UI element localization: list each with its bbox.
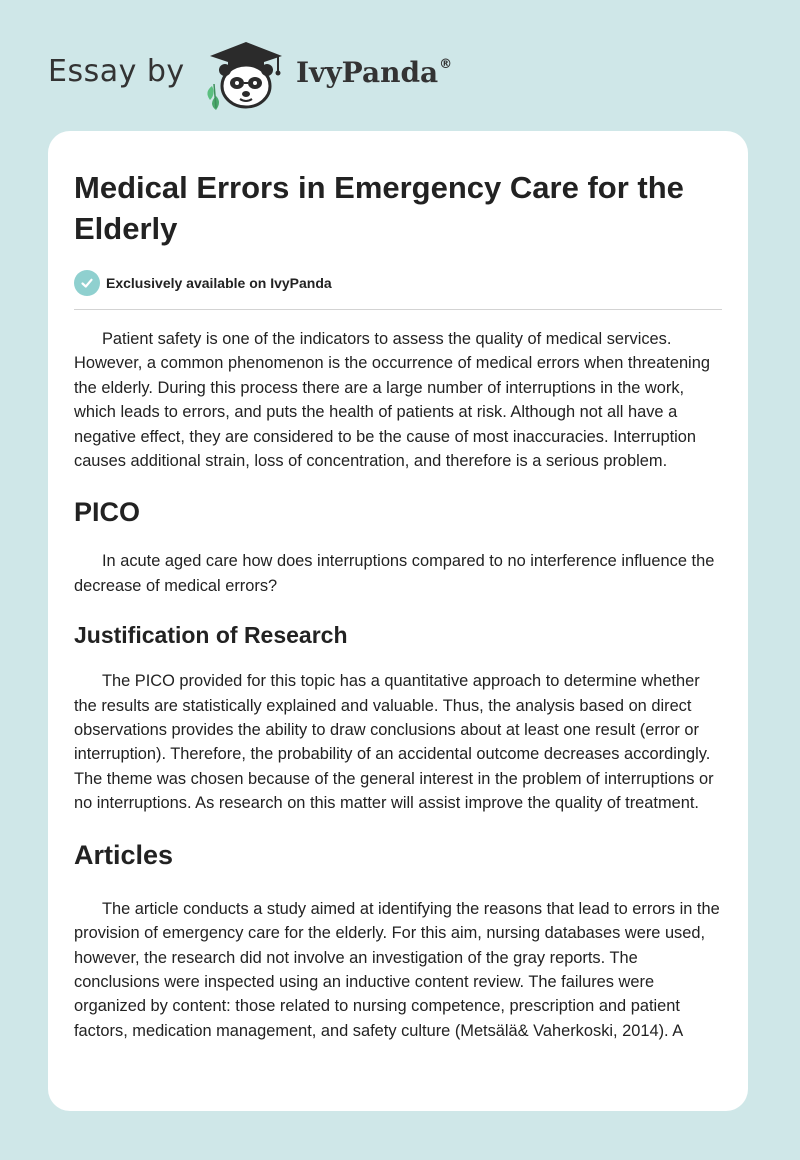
brand-name-text: IvyPanda xyxy=(296,56,439,89)
section-heading-justification: Justification of Research xyxy=(74,622,348,649)
exclusive-badge xyxy=(74,269,724,297)
ivypanda-logo-icon[interactable] xyxy=(200,36,292,110)
site-header xyxy=(48,34,548,110)
title-divider xyxy=(74,309,722,310)
essay-by-label: Essay by xyxy=(48,54,185,89)
section-heading-articles: Articles xyxy=(74,839,174,870)
essay-card xyxy=(48,131,748,1111)
exclusive-badge-text: Exclusively available on IvyPanda xyxy=(106,275,332,291)
essay-content xyxy=(74,131,724,1043)
section-heading-pico: PICO xyxy=(74,497,141,528)
essay-title: Medical Errors in Emergency Care for the Elderly xyxy=(74,170,684,246)
trademark-symbol: ® xyxy=(439,57,453,72)
pico-paragraph: In acute aged care how does interruptions compared to no interference influence the decrease of medical errors? xyxy=(74,552,715,595)
brand-name xyxy=(296,56,452,89)
justification-paragraph: The PICO provided for this topic has a quantitative approach to determine whether the results are statistically explained and valuable. Thus, the analysis based on direct observations provides the ability to draw conclusions about at least one result (error or interruption). Therefore, the probability of an accidental outcome decreases accordingly. The theme was chosen because of the general interest in the problem of interruptions or no interruptions. As research on this matter will assist improve the quality of treatment. xyxy=(74,672,714,813)
intro-paragraph: Patient safety is one of the indicators to assess the quality of medical services. However, a common phenomenon is the occurrence of medical errors when threatening the elderly. During this process there are a large number of interruptions in the work, which leads to errors, and puts the health of patients at risk. Although not all have a negative effect, they are considered to be the cause of most inaccuracies. Interruption causes additional strain, loss of concentration, and therefore is a serious problem. xyxy=(74,330,710,471)
checkmark-icon xyxy=(74,270,100,296)
articles-paragraph: The article conducts a study aimed at identifying the reasons that lead to errors in the provision of emergency care for the elderly. For this aim, nursing databases were used, however, the research did not involve an investigation of the gray reports. The conclusions were inspected using an inductive content review. The failures were organized by content: those related to nursing competence, prescription and patient factors, medication management, and safety culture (Metsälä& Vaherkoski, 2014). A xyxy=(74,899,720,1040)
